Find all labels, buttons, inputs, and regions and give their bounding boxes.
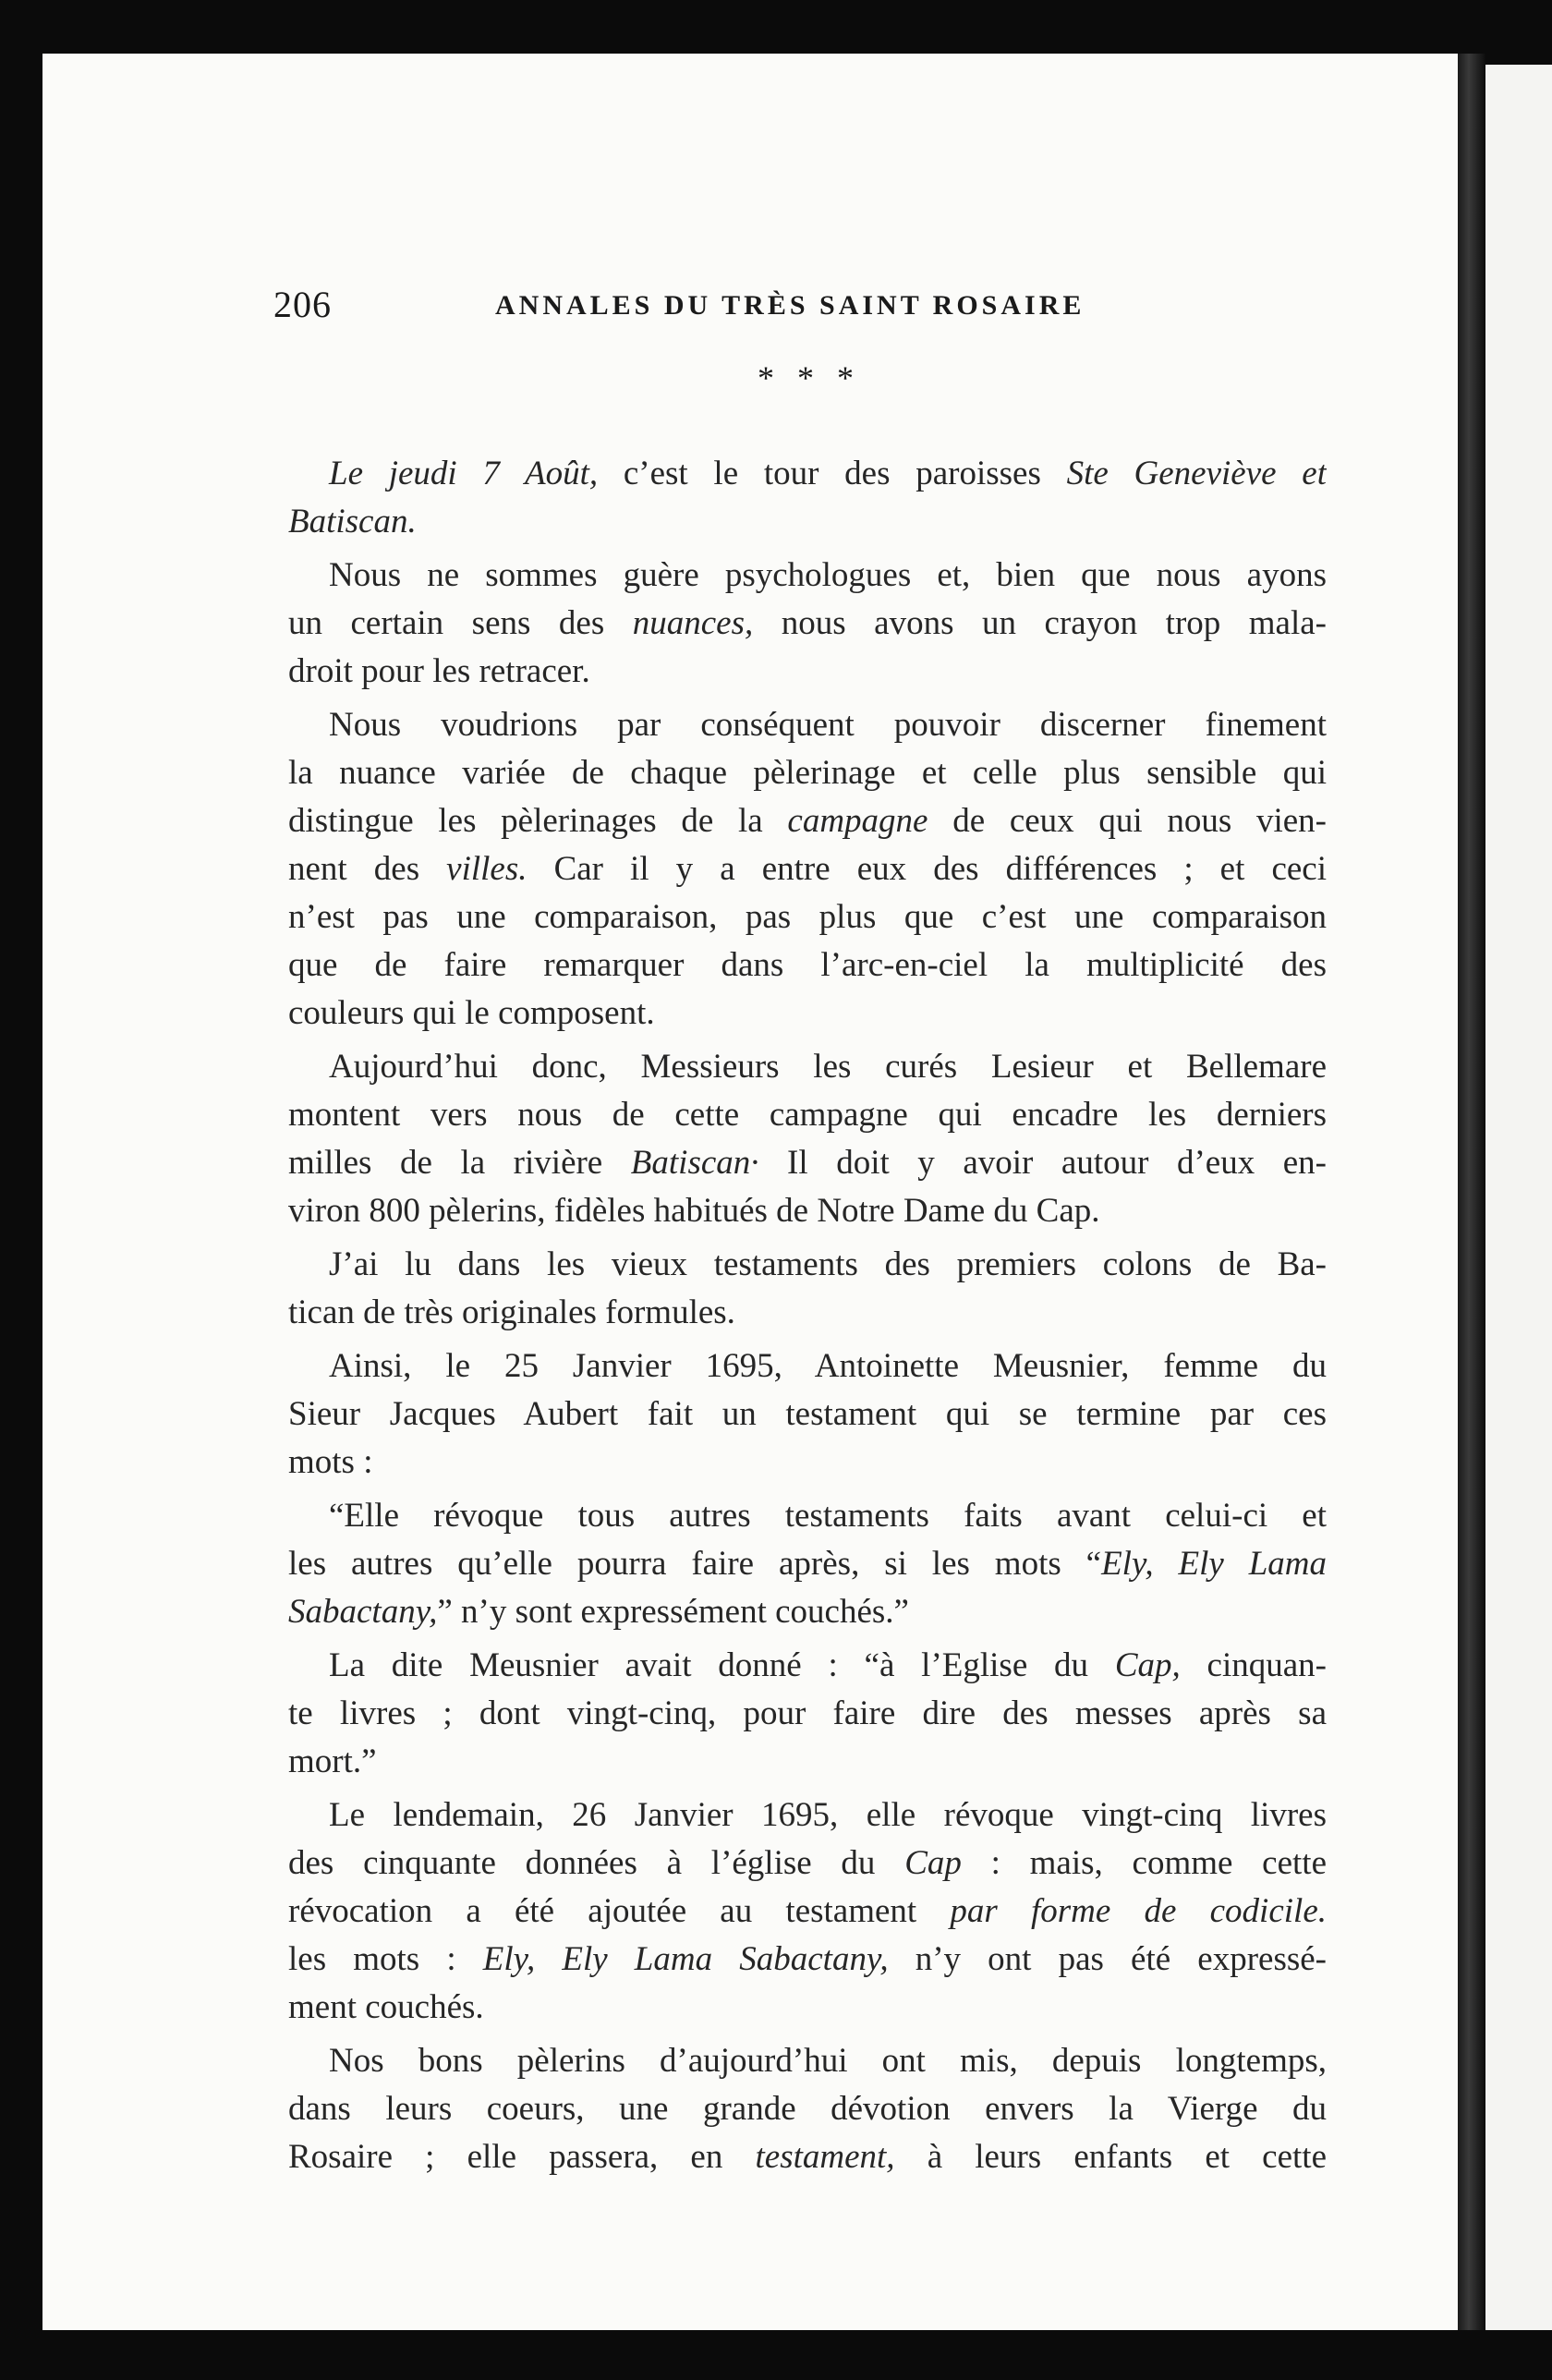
text-line <box>288 1091 1327 1139</box>
text-run: La dite Meusnier avait donné : “à l’Eglise du <box>329 1646 1115 1684</box>
text-run: la nuance variée de chaque pèlerinage et celle plus sensible qui <box>288 754 1327 792</box>
italic-text: Le jeudi 7 Août, <box>329 455 599 492</box>
text-line <box>288 1492 1327 1540</box>
text-line <box>288 1588 1327 1636</box>
italic-text: par forme de codicile. <box>950 1892 1327 1930</box>
italic-text: Cap, <box>1114 1646 1181 1684</box>
text-run: Car il y a entre eux des différences ; et ceci <box>527 850 1327 888</box>
italic-text: Batiscan· <box>630 1144 759 1182</box>
text-run: Nos bons pèlerins d’aujourd’hui ont mis, depuis longtemps, <box>329 2042 1327 2080</box>
text-run: nous avons un crayon trop mala- <box>753 604 1327 642</box>
text-run: “Elle révoque tous autres testaments faits avant celui-ci et <box>329 1497 1327 1535</box>
text-run: viron 800 pèlerins, fidèles habitués de Notre Dame du Cap. <box>288 1192 1100 1230</box>
text-run: nent des <box>288 850 447 888</box>
text-line <box>288 1342 1327 1390</box>
paragraph <box>288 2037 1327 2181</box>
text-run: Le lendemain, 26 Janvier 1695, elle révoque vingt-cinq livres <box>329 1796 1327 1834</box>
text-run: ” n’y sont expressément couchés.” <box>437 1593 909 1631</box>
adjacent-page-edge <box>1485 65 1552 2330</box>
text-run: te livres ; dont vingt-cinq, pour faire dire des messes après sa <box>288 1694 1327 1732</box>
text-run: les mots : <box>288 1940 483 1978</box>
text-line <box>288 1540 1327 1588</box>
text-line <box>288 1241 1327 1289</box>
text-line <box>288 990 1327 1038</box>
text-line <box>288 1690 1327 1738</box>
text-run: c’est le tour des paroisses <box>598 455 1067 492</box>
text-run: montent vers nous de cette campagne qui encadre les derniers <box>288 1096 1327 1134</box>
text-line <box>288 1888 1327 1936</box>
text-line <box>288 1187 1327 1235</box>
running-title: ANNALES DU TRÈS SAINT ROSAIRE <box>495 290 1085 321</box>
italic-text: nuances, <box>632 604 754 642</box>
text-line <box>288 1289 1327 1337</box>
page-number: 206 <box>273 284 332 325</box>
text-line <box>288 1840 1327 1888</box>
text-run: Nous ne sommes guère psychologues et, bien que nous ayons <box>329 556 1327 594</box>
text-run: : mais, comme cette <box>961 1844 1327 1882</box>
text-run: les autres qu’elle pourra faire après, si les mots “ <box>288 1545 1102 1583</box>
text-run: Rosaire ; elle passera, en <box>288 2138 756 2176</box>
italic-text: villes. <box>446 850 527 888</box>
text-run: Il doit y avoir autour d’eux en- <box>758 1144 1327 1182</box>
text-line <box>288 2133 1327 2181</box>
text-line <box>288 1791 1327 1840</box>
text-run: dans leurs coeurs, une grande dévotion envers la Vierge du <box>288 2090 1327 2128</box>
text-run: révocation a été ajoutée au testament <box>288 1892 951 1930</box>
text-run: ment couchés. <box>288 1988 484 2026</box>
paragraph <box>288 1642 1327 1786</box>
text-run: cinquan- <box>1180 1646 1327 1684</box>
paragraph <box>288 1043 1327 1235</box>
paragraph <box>288 1492 1327 1636</box>
text-run: n’y ont pas été expressé- <box>888 1940 1327 1978</box>
text-line <box>288 701 1327 749</box>
text-line <box>288 797 1327 845</box>
text-line <box>288 1439 1327 1487</box>
text-line <box>288 1984 1327 2032</box>
page-header <box>273 283 1319 329</box>
text-run: J’ai lu dans les vieux testaments des premiers colons de Ba- <box>329 1245 1327 1283</box>
text-run: mots : <box>288 1443 373 1481</box>
italic-text: Sabactany, <box>288 1593 438 1631</box>
text-run: que de faire remarquer dans l’arc-en-ciel la multiplicité des <box>288 946 1327 984</box>
text-line <box>288 749 1327 797</box>
italic-text: Cap <box>904 1844 962 1882</box>
text-line <box>288 1139 1327 1187</box>
paragraph <box>288 552 1327 696</box>
text-line <box>288 1043 1327 1091</box>
text-run: tican de très originales formules. <box>288 1293 735 1331</box>
paragraph <box>288 1791 1327 2032</box>
book-gutter <box>1458 54 1485 2330</box>
italic-text: testament, <box>755 2138 895 2176</box>
paragraph <box>288 1241 1327 1337</box>
italic-text: campagne <box>787 802 928 840</box>
text-line <box>288 2037 1327 2085</box>
text-line <box>288 1642 1327 1690</box>
text-run: Ainsi, le 25 Janvier 1695, Antoinette Meusnier, femme du <box>329 1347 1327 1385</box>
text-run: n’est pas une comparaison, pas plus que c’est une comparaison <box>288 898 1327 936</box>
text-run: Sieur Jacques Aubert fait un testament qui se termine par ces <box>288 1395 1327 1433</box>
italic-text: Ely, Ely Lama Sabactany, <box>482 1940 889 1978</box>
text-run: un certain sens des <box>288 604 633 642</box>
text-line <box>288 845 1327 893</box>
text-line <box>288 893 1327 941</box>
paragraph <box>288 450 1327 546</box>
text-line <box>288 648 1327 696</box>
text-run: Nous voudrions par conséquent pouvoir discerner finement <box>329 706 1327 744</box>
italic-text: Batiscan. <box>288 503 417 540</box>
text-line <box>288 2085 1327 2133</box>
text-run: couleurs qui le composent. <box>288 994 655 1032</box>
text-run: des cinquante données à l’église du <box>288 1844 905 1882</box>
text-line <box>288 941 1327 990</box>
text-run: Aujourd’hui donc, Messieurs les curés Lesieur et Bellemare <box>329 1048 1327 1086</box>
text-run: à leurs enfants et cette <box>894 2138 1327 2176</box>
text-line <box>288 552 1327 600</box>
italic-text: Ste Geneviève et <box>1066 455 1327 492</box>
paragraph <box>288 1342 1327 1487</box>
text-line <box>288 1390 1327 1439</box>
text-line <box>288 450 1327 498</box>
italic-text: Ely, Ely Lama <box>1101 1545 1327 1583</box>
text-line <box>288 600 1327 648</box>
text-line <box>288 498 1327 546</box>
text-run: mort.” <box>288 1742 377 1780</box>
body-text <box>288 450 1327 2187</box>
text-run: distingue les pèlerinages de la <box>288 802 788 840</box>
text-run: droit pour les retracer. <box>288 652 590 690</box>
paragraph <box>288 701 1327 1038</box>
text-line <box>288 1936 1327 1984</box>
text-run: milles de la rivière <box>288 1144 631 1182</box>
section-separator: * * * <box>758 359 861 396</box>
text-line <box>288 1738 1327 1786</box>
text-run: de ceux qui nous vien- <box>928 802 1327 840</box>
